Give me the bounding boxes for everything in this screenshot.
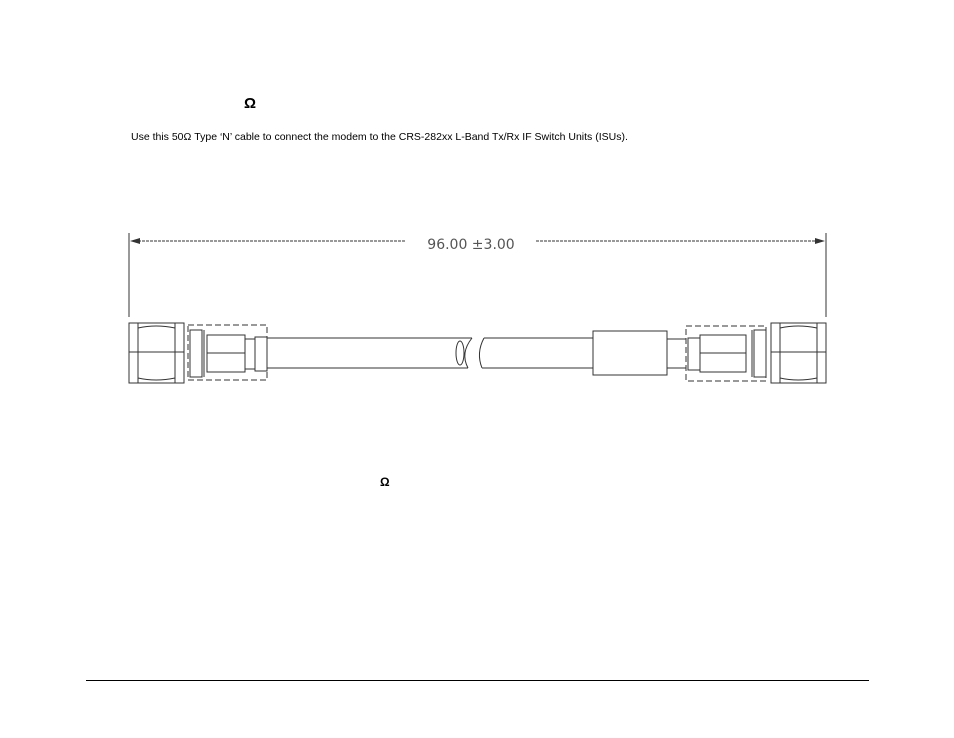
figure-caption: Ω	[380, 475, 390, 489]
heat-shrink-sleeve	[593, 331, 667, 375]
footer-rule	[86, 680, 869, 681]
intro-paragraph: Use this 50Ω Type ‘N’ cable to connect the modem to the CRS-282xx L-Band Tx/Rx IF Switch Units (ISUs).	[131, 131, 628, 143]
arrowhead-right	[815, 238, 825, 244]
dimension-label: 96.00 ±3.00	[427, 237, 515, 253]
arrowhead-left	[130, 238, 140, 244]
cable-cut-left	[456, 341, 464, 365]
left-connector-nut	[129, 323, 184, 383]
cable-break-right	[479, 338, 484, 368]
cable-drawing-svg	[120, 225, 840, 395]
cable-break-left	[465, 338, 472, 368]
cable-drawing	[120, 225, 840, 395]
right-connector-nut	[771, 323, 826, 383]
section-heading: Ω	[244, 95, 257, 112]
